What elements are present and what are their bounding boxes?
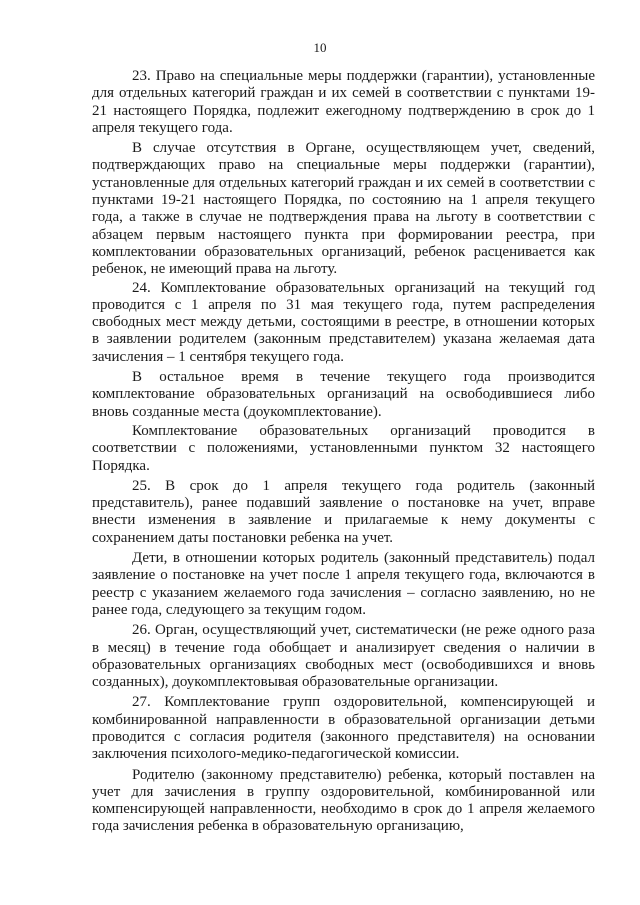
paragraph-24: 24. Комплектование образовательных организаций на текущий год проводится с 1 апреля по 31 мая текущего года, путем распределения свободных мест между детьми, состоящими в реестре, в отношении которых в заявлении родителем (законным представителем) указана желаемая дата зачисления – 1 сентября текущего года. — [92, 279, 595, 365]
page-number: 10 — [313, 40, 327, 55]
paragraph-24-reference: Комплектование образовательных организаций проводится в соответствии с положениями, установленными пунктом 32 настоящего Порядка. — [92, 422, 595, 474]
paragraph-27-parent-obligation: Родителю (законному представителю) ребенка, который поставлен на учет для зачисления в группу оздоровительной, комбинированной или компенсирующей направленности, необходимо в срок до 1 апреля желаемого года зачисления ребенка в образовательную организацию, — [92, 766, 595, 835]
document-body — [92, 68, 595, 836]
paragraph-26: 26. Орган, осуществляющий учет, систематически (не реже одного раза в месяц) в течение года обобщает и анализирует сведения о наличии в образовательных организациях свободных мест (освободившихся и вновь созданных), доукомплектовывая образовательные организации. — [92, 622, 595, 691]
paragraph-27: 27. Комплектование групп оздоровительной, компенсирующей и комбинированной направленности в образовательной организации детьми проводится с согласия родителя (законного представителя) на основании заключения психолого-медико-педагогической комиссии. — [92, 694, 595, 763]
paragraph-24-additional-completion: В остальное время в течение текущего года производится комплектование образовательных организаций на освободившиеся либо вновь созданные места (доукомплектование). — [92, 369, 595, 420]
paragraph-25-late-applications: Дети, в отношении которых родитель (законный представитель) подал заявление о постановке на учет после 1 апреля текущего года, включаются в реестр с указанием желаемого года зачисления – согласно заявлению, но не ранее года, следующего за текущим годом. — [92, 550, 595, 618]
paragraph-23-continuation: В случае отсутствия в Органе, осуществляющем учет, сведений, подтверждающих право на специальные меры поддержки (гарантии), установленные для отдельных категорий граждан и их семей в соответствии с пунктами 19-21 настоящего Порядка, по состоянию на 1 апреля текущего года, а также в случае не подтверждения права на льготу в соответствии с абзацем первым настоящего пункта при формировании реестра, при комплектовании образовательных организаций, ребенок расценивается как ребенок, не имеющий права на льготу. — [92, 140, 595, 278]
paragraph-25: 25. В срок до 1 апреля текущего года родитель (законный представитель), ранее подавший заявление о постановке на учет, вправе внести изменения в заявление и прилагаемые к нему документы с сохранением даты постановки ребенка на учет. — [92, 477, 595, 546]
paragraph-23: 23. Право на специальные меры поддержки (гарантии), установленные для отдельных категорий граждан и их семей в соответствии с пунктами 19-21 настоящего Порядка, подлежит ежегодному подтверждению в срок до 1 апреля текущего года. — [92, 68, 595, 136]
